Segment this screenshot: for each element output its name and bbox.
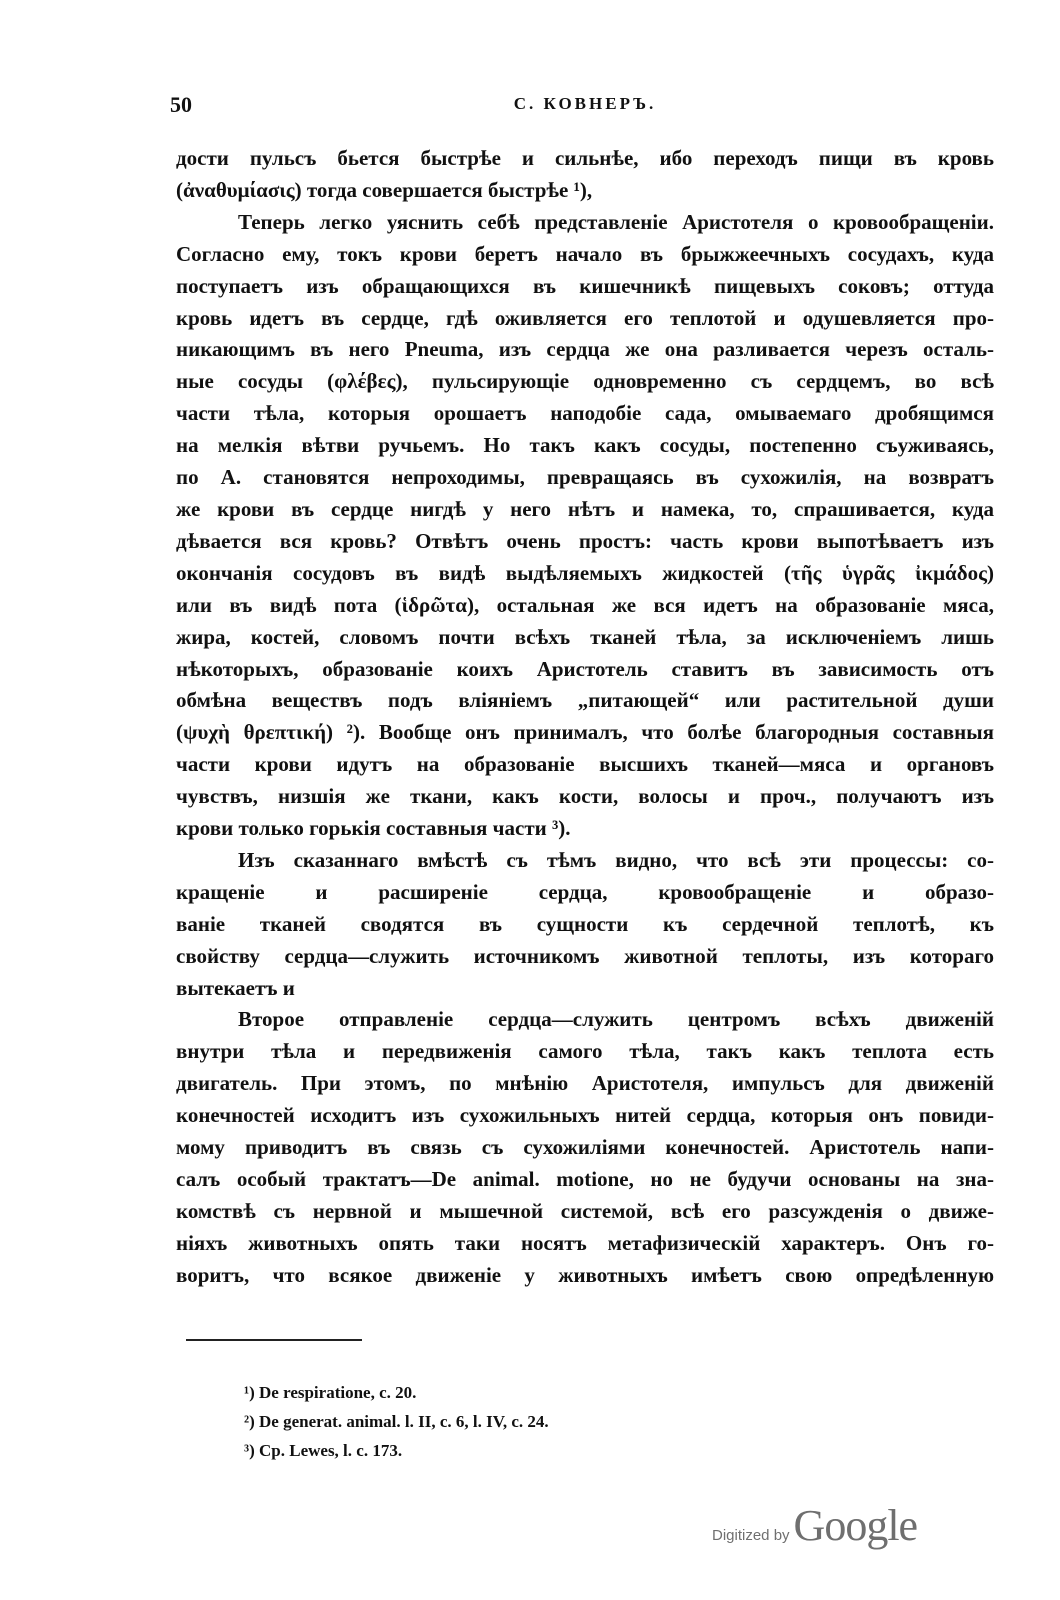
- text-line: крови только горькія составныя части ³).: [176, 816, 571, 841]
- text-line: на мелкія вѣтви ручьемъ. Но такъ какъ сосуды, постепенно съуживаясь,: [176, 433, 994, 458]
- page-header: [170, 92, 1000, 126]
- watermark-prefix: Digitized by: [712, 1527, 790, 1544]
- text-line: части крови идутъ на образованіе высшихъ тканей—мяса и органовъ: [176, 752, 994, 777]
- body-text: [176, 143, 994, 1292]
- text-line: воритъ, что всякое движеніе у животныхъ имѣетъ свою опредѣленную: [176, 1262, 994, 1287]
- text-line: вытекаетъ и: [176, 975, 295, 1000]
- text-line: кровь идетъ въ сердце, гдѣ оживляется его теплотой и одушевляется про-: [176, 305, 994, 330]
- text-line: свойству сердца—служить источникомъ животной теплоты, изъ котораго: [176, 943, 994, 968]
- text-line: Второе отправленіе сердца—служить центромъ всѣхъ движеній: [238, 1007, 994, 1032]
- text-line: ваніе тканей сводятся въ сущности къ сердечной теплотѣ, къ: [176, 911, 994, 936]
- text-line: кращеніе и расширеніе сердца, кровообращеніе и образо-: [176, 879, 994, 904]
- text-line: дости пульсъ бьется быстрѣе и сильнѣе, ибо переходъ пищи въ кровь: [176, 146, 994, 170]
- text-line: внутри тѣла и передвиженія самого тѣла, такъ какъ теплота есть: [176, 1039, 994, 1064]
- text-line: (ψυχὴ θρεπτική) ²). Вообще онъ принималъ, что болѣе благородныя составныя: [176, 720, 994, 745]
- text-line: части тѣла, которыя орошаетъ наподобіе сада, омываемаго дробящимся: [176, 401, 994, 426]
- footnote-2: ²) De generat. animal. l. II, c. 6, l. IV, c. 24.: [244, 1412, 549, 1431]
- running-head: С. КОВНЕРЪ.: [513, 94, 657, 113]
- text-line: же крови въ сердце нигдѣ у него нѣтъ и намека, то, спрашивается, куда: [176, 496, 994, 521]
- footnote-1: ¹) De respiratione, c. 20.: [244, 1383, 417, 1402]
- text-line: ные сосуды (φλέβες), пульсирующіе одновременно съ сердцемъ, во всѣ: [176, 369, 994, 394]
- text-line: по А. становятся непроходимы, превращаясь въ сухожилія, на возвратъ: [176, 465, 994, 490]
- paragraph-3: [176, 845, 994, 1005]
- text-line: или въ видѣ пота (ἱδρῶτα), остальная же вся идетъ на образованіе мяса,: [176, 592, 994, 617]
- text-line: дѣвается вся кровь? Отвѣтъ очень простъ: часть крови выпотѣваетъ изъ: [176, 528, 994, 553]
- text-line: конечностей исходитъ изъ сухожильныхъ нитей сердца, которыя онъ повиди-: [176, 1103, 994, 1128]
- paragraph-2: [176, 207, 994, 845]
- google-logo: Google: [793, 1501, 918, 1550]
- text-line: нѣкоторыхъ, образованіе коихъ Аристотель ставитъ въ зависимость отъ: [176, 656, 994, 681]
- footnotes: [244, 1378, 549, 1465]
- page-number: 50: [170, 92, 192, 117]
- text-line: комствѣ съ нервной и мышечной системой, всѣ его разсужденія о движе-: [176, 1198, 994, 1223]
- paragraph-4: [176, 1004, 994, 1291]
- text-line: (ἀναθυμίασις) тогда совершается быстрѣе ¹),: [176, 177, 593, 202]
- text-line: Согласно ему, токъ крови беретъ начало въ брыжжеечныхъ сосудахъ, куда: [176, 241, 994, 266]
- text-line: чувствъ, низшія же ткани, какъ кости, волосы и проч., получаютъ изъ: [176, 784, 994, 809]
- text-line: обмѣна веществъ подъ вліяніемъ „питающей“ или растительной души: [176, 688, 994, 713]
- text-line: ніяхъ животныхъ опять таки носятъ метафизическій характеръ. Онъ го-: [176, 1230, 994, 1255]
- text-line: двигатель. При этомъ, по мнѣнію Аристотеля, импульсъ для движеній: [176, 1071, 994, 1096]
- text-line: поступаетъ изъ обращающихся въ кишечникѣ пищевыхъ соковъ; оттуда: [176, 273, 994, 298]
- text-line: мому приводитъ въ связь съ сухожиліями конечностей. Аристотель напи-: [176, 1135, 994, 1160]
- footnote-divider: [186, 1339, 362, 1341]
- text-line: Теперь легко уяснить себѣ представленіе Аристотеля о кровообращеніи.: [238, 209, 994, 234]
- text-line: никающимъ въ него Pneuma, изъ сердца же она разливается черезъ осталь-: [176, 337, 994, 362]
- text-line: окончанія сосудовъ въ видѣ выдѣляемыхъ жидкостей (τῆς ὑγρᾶς ἰκμάδος): [176, 560, 994, 585]
- text-line: салъ особый трактатъ—De animal. motione, но не будучи основаны на зна-: [176, 1167, 994, 1191]
- footnote-3: ³) Cp. Lewes, l. c. 173.: [244, 1441, 403, 1460]
- digitized-watermark: [712, 1500, 917, 1551]
- text-line: жира, костей, словомъ почти всѣхъ тканей тѣла, за исключеніемъ лишь: [176, 624, 994, 649]
- paragraph-1: [176, 143, 994, 207]
- text-line: Изъ сказаннаго вмѣстѣ съ тѣмъ видно, что всѣ эти процессы: со-: [238, 847, 994, 872]
